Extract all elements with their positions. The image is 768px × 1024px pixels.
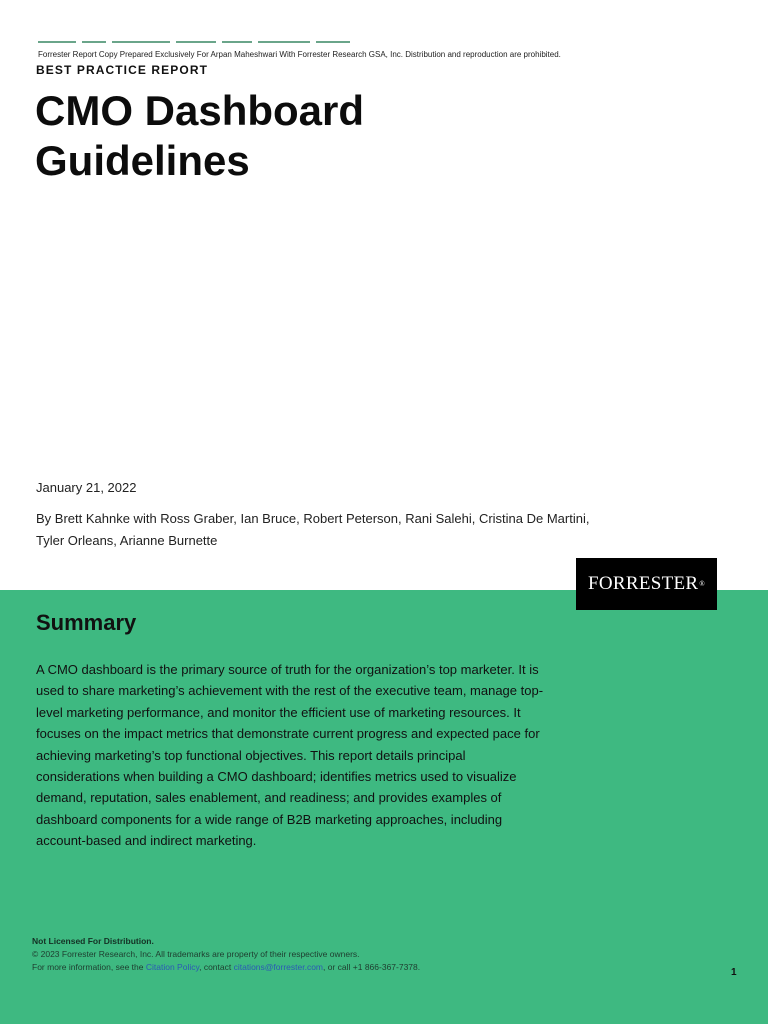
contact-info-prefix: For more information, see the [32, 962, 146, 972]
page-number: 1 [731, 967, 737, 978]
summary-line: used to share marketing’s achievement with the rest of the executive team, manage top- [36, 683, 544, 699]
summary-line: dashboard components for a wide range of B2B marketing approaches, including [36, 811, 503, 827]
report-title-line-2: Guidelines [35, 137, 250, 184]
cropped-header-text [38, 41, 358, 46]
summary-line: demand, reputation, sales enablement, and readiness; and provides examples of [36, 790, 502, 806]
contact-info-middle: , contact [199, 962, 234, 972]
summary-paragraph [36, 659, 556, 852]
copyright-notice: © 2023 Forrester Research, Inc. All trademarks are property of their respective owners. [32, 949, 360, 959]
report-title [35, 86, 535, 186]
summary-line: achieving marketing’s top functional objectives. This report details principal [36, 747, 466, 763]
summary-line: considerations when building a CMO dashboard; identifies metrics used to visualize [36, 769, 517, 785]
author-list-line-2: Tyler Orleans, Arianne Burnette [36, 533, 218, 548]
contact-info [32, 961, 420, 974]
author-list [36, 508, 596, 552]
summary-line: level marketing performance, and monitor the efficient use of marketing resources. It [36, 704, 521, 720]
summary-line: focuses on the impact metrics that demonstrate current progress and expected pace for [36, 726, 540, 742]
registered-mark-icon: ® [699, 580, 706, 588]
forrester-logo [576, 558, 717, 610]
copy-notice: Forrester Report Copy Prepared Exclusively For Arpan Maheshwari With Forrester Research GSA, Inc. Distribution and reproduction are prohibited. [38, 50, 561, 59]
footer [32, 935, 420, 974]
license-notice: Not Licensed For Distribution. [32, 936, 154, 946]
summary-line: A CMO dashboard is the primary source of truth for the organization’s top marketer. It is [36, 662, 539, 677]
publication-date: January 21, 2022 [36, 480, 137, 495]
summary-heading: Summary [36, 610, 137, 635]
author-list-line-1: By Brett Kahnke with Ross Graber, Ian Bruce, Robert Peterson, Rani Salehi, Cristina De Martini, [36, 511, 590, 526]
forrester-logo-text: FORRESTER [587, 573, 699, 594]
report-title-line-1: CMO Dashboard [35, 87, 365, 134]
contact-info-suffix: , or call +1 866-367-7378. [323, 962, 421, 972]
citation-policy-link[interactable]: Citation Policy [145, 962, 200, 972]
report-type-label: BEST PRACTICE REPORT [36, 63, 209, 77]
summary-line: account-based and indirect marketing. [36, 833, 257, 849]
citations-email-link[interactable]: citations@forrester.com [233, 962, 324, 972]
